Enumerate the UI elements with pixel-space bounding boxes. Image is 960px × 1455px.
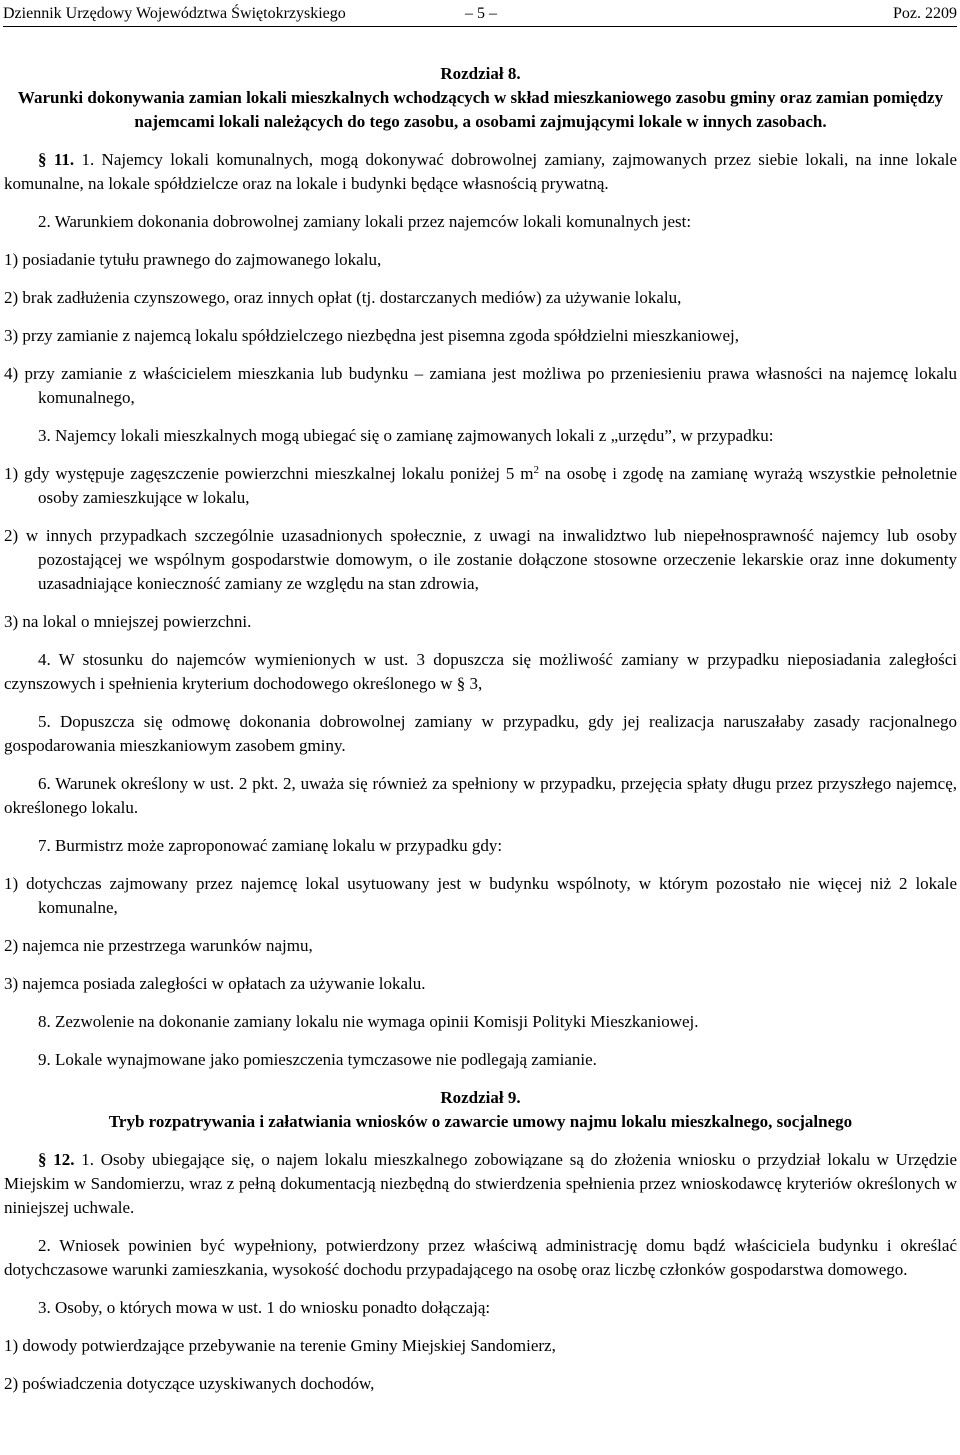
list-item: 3) najemca posiada zaległości w opłatach za używanie lokalu. [4,974,426,993]
list-item: 2) brak zadłużenia czynszowego, oraz innych opłat (tj. dostarczanych mediów) za używanie lokalu, [4,288,682,307]
section-11-para-5: 5. Dopuszcza się odmowę dokonania dobrowolnej zamiany w przypadku, gdy jej realizacja naruszałaby zasady racjonalnego gospodarowania mieszkaniowym zasobem gminy. [4,712,957,755]
list-item: 3) przy zamianie z najemcą lokalu spółdzielczego niezbędna jest pisemna zgoda spółdzielni mieszkaniowej, [4,326,739,345]
section-11-para-8: 8. Zezwolenie na dokonanie zamiany lokalu nie wymaga opinii Komisji Polityki Mieszkaniowej. [38,1012,699,1031]
chapter-8-title: Warunki dokonywania zamian lokali mieszkalnych wchodzących w skład mieszkaniowego zasobu gminy oraz zamian pomiędzy najemcami lokali należących do tego zasobu, a osobami zajmującymi lokale w innych zasobach. [17,88,944,131]
position-number: Poz. 2209 [893,5,957,22]
list-item: 4) przy zamianie z właścicielem mieszkania lub budynku – zamiana jest możliwa po przeniesieniu prawa własności na najemcę lokalu komunalnego, [4,364,957,407]
section-11-para-6: 6. Warunek określony w ust. 2 pkt. 2, uważa się również za spełniony w przypadku, przejęcia spłaty długu przez przyszłego najemcę, określonego lokalu. [4,774,957,817]
section-11-para-7: 7. Burmistrz może zaproponować zamianę lokalu w przypadku gdy: [38,836,503,855]
superscript: 2 [533,464,539,476]
list-item: 2) najemca nie przestrzega warunków najmu, [4,936,313,955]
list-item: 1) dowody potwierdzające przebywanie na terenie Gminy Miejskiej Sandomierz, [4,1336,556,1355]
section-11-para-4: 4. W stosunku do najemców wymienionych w ust. 3 dopuszcza się możliwość zamiany w przypadku nieposiadania zaległości czynszowych i spełnienia kryterium dochodowego określonego w § 3, [4,650,957,693]
list-item: 1) posiadanie tytułu prawnego do zajmowanego lokalu, [4,250,382,269]
list-item: 2) poświadczenia dotyczące uzyskiwanych dochodów, [4,1374,375,1393]
section-11-para-9: 9. Lokale wynajmowane jako pomieszczenia tymczasowe nie podlegają zamianie. [38,1050,597,1069]
section-11-para-2: 2. Warunkiem dokonania dobrowolnej zamiany lokali przez najemców lokali komunalnych jest: [38,212,692,231]
section-12-para-3: 3. Osoby, o których mowa w ust. 1 do wniosku ponadto dołączają: [38,1298,491,1317]
list-item: 2) w innych przypadkach szczególnie uzasadnionych społecznie, z uwagi na inwalidztwo lub niepełnosprawność najemcy lub osoby pozostającej we wspólnym gospodarstwie domowym, o ile zostanie dołączone stosowne orzeczenie lekarskie oraz inne dokumenty uzasadniające konieczność zamiany ze względu na stan zdrowia, [4,526,957,593]
section-11-mark: § 11. [38,150,75,169]
section-12-para-1: § 12. 1. Osoby ubiegające się, o najem lokalu mieszkalnego zobowiązane są do złożenia wniosku o przydział lokalu w Urzędzie Miejskim w Sandomierzu, wraz z pełną dokumentacją niezbędną do stwierdzenia spełnienia przez wnioskodawcę kryteriów określonych w niniejszej uchwale. [4,1150,958,1217]
page-header [3,0,957,27]
chapter-9-title: Tryb rozpatrywania i załatwiania wniosków o zawarcie umowy najmu lokalu mieszkalnego, socjalnego [108,1112,853,1131]
list-item: 1) dotychczas zajmowany przez najemcę lokal usytuowany jest w budynku wspólnoty, w którym pozostało nie więcej niż 2 lokale komunalne, [4,874,957,917]
chapter-8-number: Rozdział 8. [440,64,521,83]
page-number: – 5 – [465,5,497,22]
section-11-para-1: § 11. 1. Najemcy lokali komunalnych, mogą dokonywać dobrowolnej zamiany, zajmowanych przez siebie lokali, na inne lokale komunalne, na lokale spółdzielcze oraz na lokale i budynki będące własnością prywatną. [4,150,958,193]
journal-title: Dziennik Urzędowy Województwa Świętokrzyskiego [3,5,346,22]
section-12-mark: § 12. [38,1150,75,1169]
document-body [4,62,957,1410]
chapter-9-number: Rozdział 9. [440,1088,521,1107]
list-item: 1) gdy występuje zagęszczenie powierzchni mieszkalnej lokalu poniżej 5 $m^2$ na osobę i zgodę na zamianę wyrażą wszystkie pełnoletnie osoby zamieszkujące w lokalu, [4,464,957,507]
section-12-para-2: 2. Wniosek powinien być wypełniony, potwierdzony przez właściwą administrację domu bądź właściciela budynku i określać dotychczasowe warunki zamieszkania, wysokość dochodu przypadającego na osobę oraz liczbę członków gospodarstwa domowego. [4,1236,957,1279]
section-11-para-3: 3. Najemcy lokali mieszkalnych mogą ubiegać się o zamianę zajmowanych lokali z „urzędu”, w przypadku: [38,426,774,445]
list-item: 3) na lokal o mniejszej powierzchni. [4,612,252,631]
